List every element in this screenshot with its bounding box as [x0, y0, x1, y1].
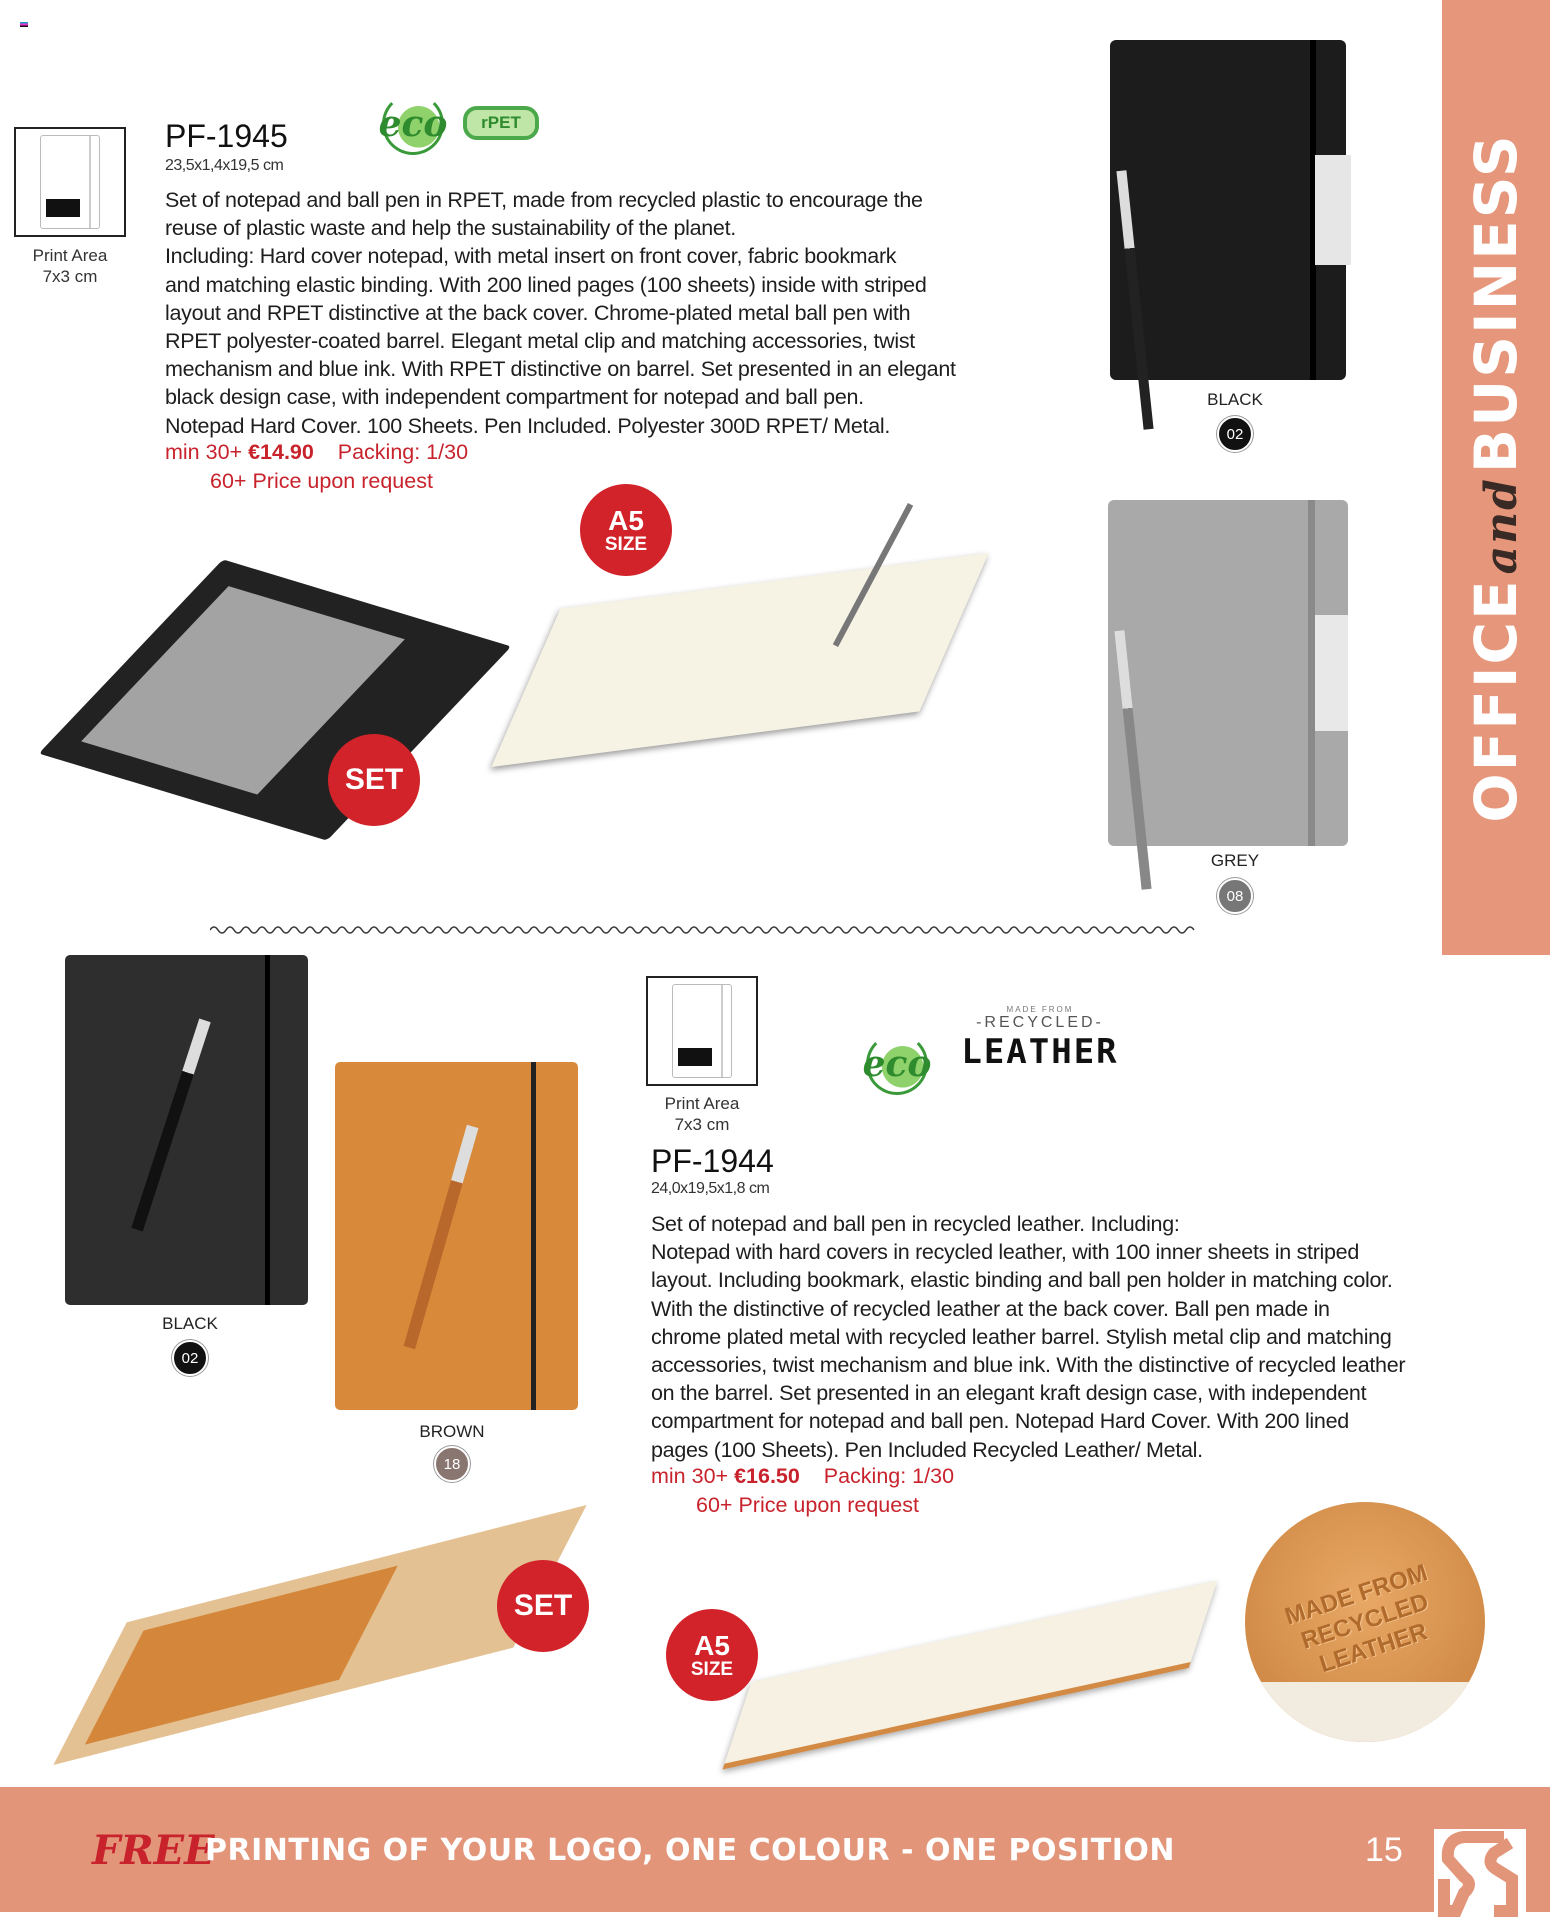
print-mark [20, 22, 28, 27]
recycled-leather-logo: MADE FROM -RECYCLED- LEATHER [961, 1005, 1119, 1072]
description-line: mechanism and blue ink. With RPET distinctive on barrel. Set presented in an elegant [165, 357, 956, 382]
color-name: BLACK [162, 1314, 218, 1333]
product-code: PF-1945 [165, 118, 288, 154]
set-badge: SET [497, 1560, 589, 1652]
description-line: Notepad with hard covers in recycled leather, with 100 inner sheets in striped [651, 1240, 1359, 1265]
title-word: BUSINESS [1462, 133, 1530, 474]
product-dimensions: 23,5x1,4x19,5 cm [165, 157, 284, 174]
description-line: compartment for notepad and ball pen. Notepad Hard Cover. With 200 lined [651, 1409, 1349, 1434]
free-label: FREE [92, 1827, 215, 1874]
description-line: chrome plated metal with recycled leather barrel. Stylish metal clip and matching [651, 1324, 1392, 1349]
footer-banner [0, 1787, 1550, 1912]
color-swatch-08[interactable]: 08 [1217, 878, 1253, 914]
wavy-divider [210, 922, 1226, 938]
description-line: on the barrel. Set presented in an elegant kraft design case, with independent [651, 1381, 1367, 1406]
color-name: GREY [1210, 851, 1260, 870]
description-line: RPET polyester-coated barrel. Elegant metal clip and matching accessories, twist [165, 329, 915, 354]
gift-case-image [39, 559, 512, 840]
color-name: BLACK [1207, 390, 1263, 409]
a5-size-badge: A5 SIZE [580, 484, 672, 576]
description-line: Set of notepad and ball pen in recycled leather. Including: [651, 1212, 1180, 1236]
brand-logo [1434, 1829, 1526, 1919]
open-notepad-image [723, 1581, 1218, 1770]
open-notepad-image [491, 553, 988, 767]
color-name: BROWN [419, 1422, 485, 1441]
description-line: black design case, with independent compartment for notepad and ball pen. [165, 385, 864, 410]
color-swatch-02[interactable]: 02 [172, 1340, 208, 1376]
print-area-label: Print Area 7x3 cm [664, 1094, 740, 1134]
color-swatch-18[interactable]: 18 [434, 1446, 470, 1482]
description-line: reuse of plastic waste and help the sustainability of the planet. [165, 216, 736, 241]
product-code: PF-1944 [651, 1143, 774, 1179]
notepad-black-image [65, 955, 308, 1305]
section-title [1462, 133, 1530, 822]
packing: Packing: 1/30 [337, 440, 469, 464]
description-line: pages (100 Sheets). Pen Included Recycled Leather/ Metal. [651, 1437, 1203, 1462]
title-and: and [1476, 477, 1527, 575]
price: €14.90 [248, 440, 314, 464]
description-line: layout. Including bookmark, elastic binding and ball pen holder in matching color. [651, 1268, 1393, 1293]
description-line: layout and RPET distinctive at the back cover. Chrome-plated metal ball pen with [165, 300, 911, 325]
footer-text: PRINTING OF YOUR LOGO, ONE COLOUR - ONE POSITION [205, 1833, 1175, 1868]
title-word: OFFICE [1462, 578, 1530, 823]
print-area-diagram [14, 127, 126, 237]
price: €16.50 [734, 1464, 800, 1488]
description-line: Including: Hard cover notepad, with metal insert on front cover, fabric bookmark [165, 244, 897, 269]
print-area-label: Print Area 7x3 cm [32, 246, 108, 286]
product-dimensions: 24,0x19,5x1,8 cm [651, 1180, 770, 1197]
description-line: and matching elastic binding. With 200 lined pages (100 sheets) inside with striped [165, 272, 927, 297]
description-line: With the distinctive of recycled leather at the back cover. Ball pen made in [651, 1296, 1330, 1321]
description-line: Set of notepad and ball pen in RPET, made from recycled plastic to encourage the [165, 188, 923, 212]
price-line: min 30+ €14.90 Packing: 1/30 [165, 440, 469, 464]
eco-icon: eco [382, 93, 444, 155]
product-description [165, 186, 956, 440]
price-note: 60+ Price upon request [210, 469, 433, 493]
notepad-grey-image [1108, 500, 1348, 846]
description-line: accessories, twist mechanism and blue ink. With the distinctive of recycled leather [651, 1353, 1406, 1378]
notepad-black-image [1110, 40, 1346, 380]
notepad-brown-image [335, 1062, 578, 1410]
eco-icon: eco [866, 1033, 928, 1095]
print-area-diagram [646, 976, 758, 1086]
set-badge: SET [328, 734, 420, 826]
section-sidebar [1442, 0, 1550, 955]
price-note: 60+ Price upon request [696, 1493, 919, 1517]
packing: Packing: 1/30 [823, 1464, 955, 1488]
color-swatch-02[interactable]: 02 [1217, 416, 1253, 452]
product-description [651, 1210, 1405, 1464]
description-line: Notepad Hard Cover. 100 Sheets. Pen Included. Polyester 300D RPET/ Metal. [165, 413, 891, 438]
embossed-leather-image: MADE FROM RECYCLED LEATHER [1245, 1502, 1485, 1742]
page-number: 15 [1365, 1831, 1403, 1869]
rpet-icon: rPET [463, 106, 539, 140]
a5-size-badge: A5 SIZE [666, 1609, 758, 1701]
price-line: min 30+ €16.50 Packing: 1/30 [651, 1464, 955, 1488]
